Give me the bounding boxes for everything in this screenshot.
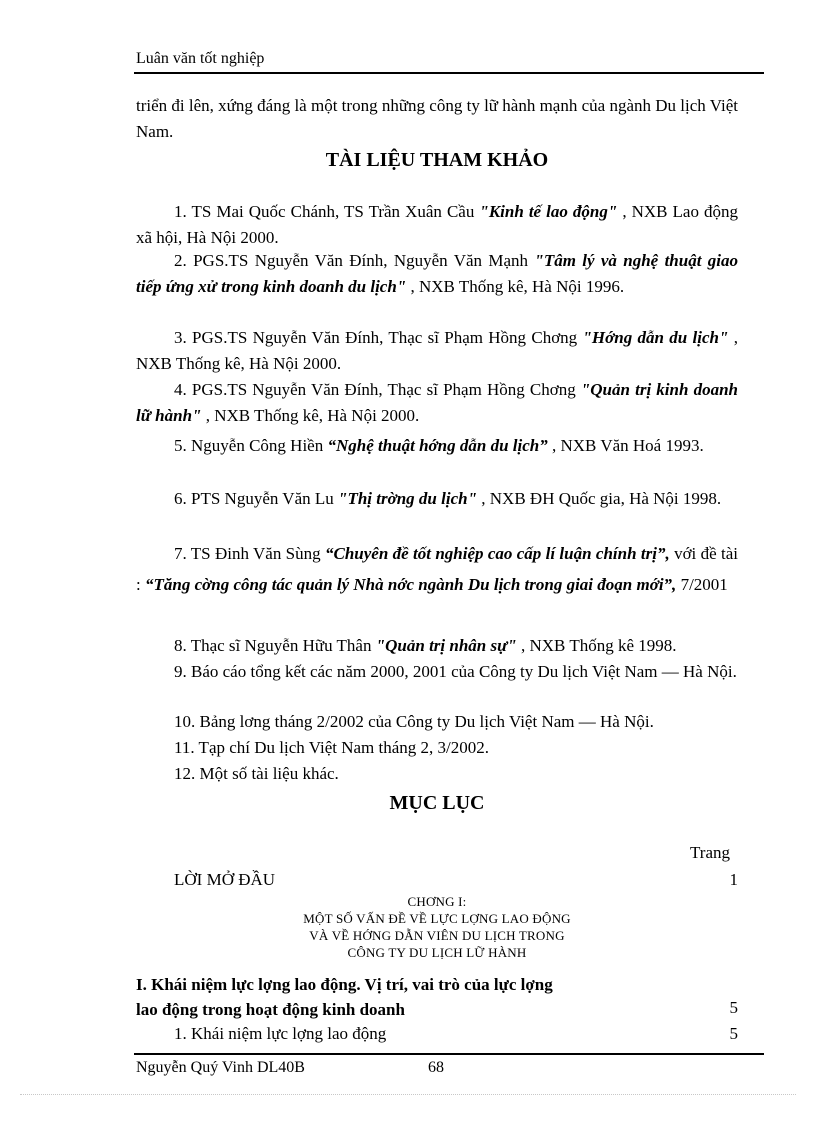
toc-entry-intro[interactable]: LỜI MỞ ĐẦU xyxy=(174,870,276,889)
reference-item: 4. PGS.TS Nguyễn Văn Đính, Thạc sĩ Phạm Hồng Chơng "Quản trị kinh doanh lữ hành" , NXB Thống kê, Hà Nội 2000. xyxy=(136,380,738,425)
chapter-line: MỘT SỐ VẤN ĐỀ VỀ LỰC LỢNG LAO ĐỘNG xyxy=(303,911,571,926)
intro-paragraph: triển đi lên, xứng đáng là một trong những công ty lữ hành mạnh của ngành Du lịch Việt Nam. xyxy=(136,96,738,141)
reference-item: 2. PGS.TS Nguyễn Văn Đính, Nguyễn Văn Mạnh "Tâm lý và nghệ thuật giao tiếp ứng xử trong kinh doanh du lịch" , NXB Thống kê, Hà Nội 1996. xyxy=(136,251,738,296)
toc-entry-intro-page: 1 xyxy=(729,870,738,889)
reference-item: 3. PGS.TS Nguyễn Văn Đính, Thạc sĩ Phạm Hồng Chơng "Hớng dẫn du lịch" , NXB Thống kê, Hà Nội 2000. xyxy=(136,328,738,373)
reference-item: 7. TS Đinh Văn Sùng “Chuyên đề tốt nghiệp cao cấp lí luận chính trị”, với đề tài : “Tăng cờng công tác quản lý Nhà nớc ngành Du lịch trong giai đoạn mới”, 7/2001 xyxy=(136,544,739,594)
toc-page-column-label: Trang xyxy=(690,843,730,862)
toc-chapter-title xyxy=(136,893,738,961)
toc-entry-section-1[interactable] xyxy=(136,972,696,1022)
footer-author: Nguyễn Quý Vinh DL40B xyxy=(136,1059,305,1076)
chapter-line: CHƠNG I: xyxy=(407,894,467,909)
footer-divider xyxy=(134,1053,764,1055)
toc-heading: MỤC LỤC xyxy=(389,792,485,814)
reference-item: 9. Báo cáo tổng kết các năm 2000, 2001 của Công ty Du lịch Việt Nam — Hà Nội. xyxy=(174,662,737,681)
chapter-line: CÔNG TY DU LỊCH LỮ HÀNH xyxy=(347,945,527,960)
toc-entry-subsection-1[interactable]: 1. Khái niệm lực lợng lao động xyxy=(174,1024,387,1043)
chapter-line: VÀ VỀ HỚNG DẪN VIÊN DU LỊCH TRONG xyxy=(309,928,565,943)
reference-item: 6. PTS Nguyễn Văn Lu "Thị trờng du lịch" , NXB ĐH Quốc gia, Hà Nội 1998. xyxy=(174,489,722,508)
reference-item: 10. Bảng lơng tháng 2/2002 của Công ty Du lịch Việt Nam — Hà Nội. xyxy=(174,712,654,731)
reference-item: 11. Tạp chí Du lịch Việt Nam tháng 2, 3/2002. xyxy=(174,738,490,757)
reference-item: 12. Một số tài liệu khác. xyxy=(174,764,339,783)
section-line: lao động trong hoạt động kinh doanh xyxy=(136,1000,405,1019)
toc-entry-section-1-page: 5 xyxy=(729,998,738,1017)
section-line: I. Khái niệm lực lợng lao động. Vị trí, vai trò của lực lợng xyxy=(136,975,553,994)
reference-item: 5. Nguyễn Công Hiền “Nghệ thuật hớng dẫn du lịch” , NXB Văn Hoá 1993. xyxy=(174,436,704,455)
references-heading: TÀI LIỆU THAM KHẢO xyxy=(325,149,549,171)
footer-page-number: 68 xyxy=(428,1059,444,1076)
header-divider xyxy=(134,72,764,74)
reference-item: 8. Thạc sĩ Nguyễn Hữu Thân "Quản trị nhân sự" , NXB Thống kê 1998. xyxy=(174,636,677,655)
running-header: Luân văn tốt nghiệp xyxy=(136,50,265,67)
toc-entry-subsection-1-page: 5 xyxy=(729,1024,738,1043)
reference-item: 1. TS Mai Quốc Chánh, TS Trần Xuân Cầu "Kinh tế lao động" , NXB Lao động xã hội, Hà Nội 2000. xyxy=(136,202,738,247)
page-edge-divider xyxy=(20,1094,796,1095)
